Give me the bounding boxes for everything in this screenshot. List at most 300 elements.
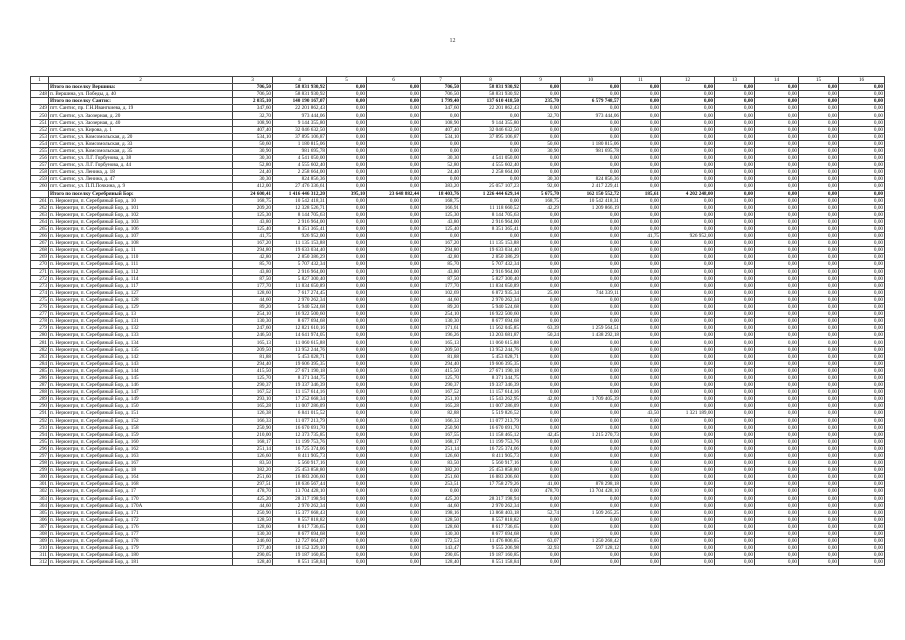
value-cell: 0,00 [367,211,421,218]
value-cell: 0,00 [715,218,755,225]
value-cell: 0,00 [327,403,367,410]
value-cell: 0,00 [715,552,755,559]
value-cell: 0,00 [799,204,839,211]
value-cell: 0,00 [561,318,621,325]
value-cell: 0,00 [367,140,421,147]
value-cell: 0,00 [561,218,621,225]
value-cell: 0,00 [621,523,661,530]
value-cell: 0,00 [755,169,799,176]
value-cell: 0,00 [661,133,715,140]
value-cell: 0,00 [521,467,561,474]
value-cell: 0,00 [715,339,755,346]
value-cell: 52,74 [521,509,561,516]
value-cell: 143,47 [421,545,461,552]
value-cell: 0,00 [661,396,715,403]
value-cell: 0,00 [715,389,755,396]
value-cell: 130,30 [233,531,273,538]
value-cell: 0,00 [755,410,799,417]
value-cell: 50,60 [233,140,273,147]
value-cell: 0,00 [839,367,885,374]
value-cell: 0,00 [367,516,421,523]
value-cell: 177,70 [233,282,273,289]
value-cell: 0,00 [621,509,661,516]
value-cell: 0,00 [327,84,367,91]
value-cell: 0,00 [367,452,421,459]
value-cell: 108,90 [233,119,273,126]
value-cell: 11 199 753,76 [273,438,327,445]
value-cell: 0,00 [367,183,421,190]
value-cell: 0,00 [521,311,561,318]
value-cell: 0,00 [621,488,661,495]
value-cell: 0,00 [839,225,885,232]
value-cell: 0,00 [621,204,661,211]
row-number-cell: 296 [31,445,49,452]
value-cell: 196,26 [421,332,461,339]
value-cell: 0,00 [621,452,661,459]
row-number-cell: 278 [31,318,49,325]
value-cell: 0,00 [755,105,799,112]
value-cell: 0,00 [839,559,885,566]
value-cell: 0,00 [799,431,839,438]
value-cell: 37 895 106,87 [461,133,521,140]
value-cell: 0,00 [755,538,799,545]
value-cell: 5 560 917,16 [273,460,327,467]
value-cell: 0,00 [367,523,421,530]
value-cell: 0,00 [327,155,367,162]
value-cell: 0,00 [799,91,839,98]
value-cell: 0,00 [521,119,561,126]
value-cell: 0,00 [561,261,621,268]
address-cell: Итого по поселку Сантис: [49,98,233,105]
value-cell: 0,00 [799,509,839,516]
value-cell: 185,61 [621,190,661,197]
value-cell: 0,00 [521,559,561,566]
value-cell: 0,00 [799,119,839,126]
value-cell: 11 007 286,09 [273,403,327,410]
value-cell: 0,00 [661,183,715,190]
value-cell: 0,00 [621,502,661,509]
value-cell: 0,00 [839,218,885,225]
value-cell: 0,00 [715,304,755,311]
value-cell: 0,00 [755,91,799,98]
value-cell: 5 453 028,71 [273,353,327,360]
value-cell: 0,00 [799,403,839,410]
value-cell: 44,60 [233,296,273,303]
value-cell: 824 856,36 [561,176,621,183]
table-row [31,516,885,523]
address-cell: п. Нерюнгри, п. Серебряный Бор, д. 152 [49,417,233,424]
value-cell: 0,00 [661,176,715,183]
value-cell: 0,00 [461,488,521,495]
row-number-cell: 305 [31,509,49,516]
value-cell: 0,00 [755,325,799,332]
address-cell: п. Нерюнгри, п. Серебряный Бор, д. 102 [49,211,233,218]
value-cell: 0,00 [327,538,367,545]
table-row [31,155,885,162]
table-row [31,460,885,467]
value-cell: 1 321 189,00 [661,410,715,417]
value-cell: 0,00 [561,296,621,303]
value-cell: 0,00 [839,112,885,119]
value-cell: 0,00 [367,91,421,98]
value-cell: 706,50 [421,91,461,98]
value-cell: 128,60 [421,523,461,530]
value-cell: 0,00 [367,467,421,474]
value-cell: 30,90 [233,147,273,154]
value-cell: 0,00 [755,374,799,381]
value-cell: 16 922 500,60 [273,311,327,318]
value-cell: 0,00 [327,502,367,509]
value-cell: 0,00 [661,389,715,396]
value-cell: 0,00 [661,254,715,261]
value-cell: 82,88 [421,410,461,417]
value-cell: 7 617 274,45 [273,289,327,296]
row-number-cell: 310 [31,545,49,552]
value-cell: 0,00 [755,204,799,211]
value-cell: 415,50 [421,367,461,374]
value-cell: 0,00 [367,289,421,296]
value-cell: 0,00 [661,509,715,516]
value-cell: 0,00 [799,417,839,424]
value-cell: 0,00 [755,261,799,268]
value-cell: 0,00 [327,296,367,303]
value-cell: 168,17 [421,438,461,445]
value-cell: 11 135 153,88 [273,240,327,247]
value-cell: 706,50 [233,91,273,98]
value-cell: 171,61 [421,325,461,332]
table-row [31,382,885,389]
value-cell: 0,00 [661,296,715,303]
value-cell: 11 060 615,88 [273,339,327,346]
row-number-cell: 251 [31,119,49,126]
value-cell: 0,00 [715,119,755,126]
table-row [31,218,885,225]
value-cell: 0,00 [799,296,839,303]
value-cell: 0,00 [421,233,461,240]
value-cell: 0,00 [661,140,715,147]
row-number-cell: 303 [31,495,49,502]
value-cell: 0,00 [561,105,621,112]
value-cell: 0,00 [715,396,755,403]
value-cell: 0,00 [367,98,421,105]
value-cell: 0,00 [661,438,715,445]
value-cell: 27 671 190,18 [273,367,327,374]
value-cell: 2 916 964,00 [461,268,521,275]
value-cell: 0,00 [367,225,421,232]
value-cell: 43,80 [233,218,273,225]
value-cell: 42,29 [521,204,561,211]
value-cell: 0,00 [755,495,799,502]
row-number-cell [31,98,49,105]
value-cell: 0,00 [799,467,839,474]
value-cell: 0,00 [327,140,367,147]
value-cell: 0,00 [799,105,839,112]
value-cell: 0,00 [715,538,755,545]
value-cell: 0,00 [327,431,367,438]
value-cell: 50,60 [521,140,561,147]
column-number-header: 13 [715,77,755,84]
value-cell: 0,00 [715,452,755,459]
value-cell: 0,00 [561,126,621,133]
value-cell: 6 579 748,57 [561,98,621,105]
table-row [31,559,885,566]
value-cell: 0,00 [755,360,799,367]
value-cell: 0,00 [755,183,799,190]
row-number-cell: 295 [31,438,49,445]
value-cell: 0,00 [561,374,621,381]
value-cell: 0,00 [327,225,367,232]
value-cell: 24,40 [421,169,461,176]
value-cell: 0,00 [799,211,839,218]
address-cell: п. Нерюнгри, п. Серебряный Бор, д. 151 [49,410,233,417]
value-cell: 42,80 [421,254,461,261]
row-number-cell: 279 [31,325,49,332]
value-cell: 0,00 [367,311,421,318]
table-row [31,545,885,552]
value-cell: 63,39 [521,325,561,332]
value-cell: 0,00 [755,552,799,559]
value-cell: 0,00 [799,559,839,566]
table-row [31,169,885,176]
value-cell: 43,80 [421,218,461,225]
value-cell: 981 695,78 [561,147,621,154]
value-cell: 0,00 [327,467,367,474]
value-cell: 0,00 [715,140,755,147]
value-cell: 0,00 [661,169,715,176]
value-cell: 0,00 [621,126,661,133]
column-number-header: 12 [661,77,715,84]
value-cell: 128,40 [233,559,273,566]
value-cell: 8 677 694,68 [461,531,521,538]
value-cell: 0,00 [755,304,799,311]
value-cell: 0,00 [461,233,521,240]
value-cell: 0,00 [839,438,885,445]
value-cell: 0,00 [661,545,715,552]
value-cell: 11 077 213,79 [461,417,521,424]
value-cell: 50,24 [521,332,561,339]
value-cell: 0,00 [367,105,421,112]
value-cell: 19 633 034,40 [273,247,327,254]
value-cell: 0,00 [839,311,885,318]
value-cell: 0,00 [661,197,715,204]
value-cell: 2 258 664,00 [273,169,327,176]
address-cell: п. Нерюнгри, п. Серебряный Бор, д. 170 [49,495,233,502]
value-cell: 0,00 [839,396,885,403]
row-number-cell: 285 [31,367,49,374]
value-cell: 0,00 [839,169,885,176]
value-cell: 0,00 [621,495,661,502]
value-cell: 0,00 [715,190,755,197]
value-cell: 25 057 107,23 [461,183,521,190]
value-cell: 0,00 [715,481,755,488]
value-cell: 0,00 [661,531,715,538]
value-cell: 0,00 [367,431,421,438]
value-cell: 11 476 806,65 [461,538,521,545]
address-cell: п. Нерюнгри, п. Серебряный Бор, д. 114 [49,275,233,282]
value-cell: 0,00 [799,233,839,240]
value-cell: 0,00 [799,240,839,247]
value-cell: 0,00 [561,268,621,275]
value-cell: 0,00 [327,304,367,311]
value-cell: 0,00 [755,346,799,353]
value-cell: 5 675,70 [521,190,561,197]
value-cell: 0,00 [561,275,621,282]
value-cell: 9 555 206,98 [461,545,521,552]
row-number-cell: 267 [31,240,49,247]
value-cell: 0,00 [715,289,755,296]
value-cell: 25 453 858,80 [273,467,327,474]
value-cell: 0,00 [521,225,561,232]
value-cell: 0,00 [839,133,885,140]
value-cell: 0,00 [799,374,839,381]
value-cell: 0,00 [839,545,885,552]
value-cell: 0,00 [755,509,799,516]
value-cell: 0,00 [421,176,461,183]
value-cell: 0,00 [799,523,839,530]
value-cell: 0,00 [327,211,367,218]
value-cell: 11 118 660,52 [461,204,521,211]
value-cell: 0,00 [715,112,755,119]
column-number-header: 1 [31,77,49,84]
value-cell: 0,00 [839,155,885,162]
value-cell: 0,00 [367,389,421,396]
value-cell: 0,00 [839,247,885,254]
value-cell: 0,00 [521,211,561,218]
value-cell: 0,00 [755,403,799,410]
table-row [31,112,885,119]
value-cell: 44,60 [233,502,273,509]
value-cell: 0,00 [621,268,661,275]
value-cell: 0,00 [521,126,561,133]
value-cell: 0,00 [755,516,799,523]
value-cell: 293,10 [233,396,273,403]
row-number-cell: 256 [31,155,49,162]
table-row [31,105,885,112]
value-cell: 209,50 [233,346,273,353]
value-cell: 11 077 213,79 [273,417,327,424]
value-cell: 0,00 [839,147,885,154]
value-cell: 0,00 [661,282,715,289]
address-cell: п. Нерюнгри, п. Серебряный Бор, д. 147 [49,389,233,396]
value-cell: 0,00 [715,211,755,218]
value-cell: 0,00 [327,318,367,325]
value-cell: 0,00 [799,147,839,154]
value-cell: 5 940 524,68 [461,304,521,311]
value-cell: 8 371 344,75 [273,374,327,381]
value-cell: 0,00 [521,374,561,381]
value-cell: 0,00 [367,240,421,247]
value-cell: 5 707 432,34 [273,261,327,268]
value-cell: 0,00 [755,190,799,197]
value-cell: 0,00 [799,396,839,403]
value-cell: 0,00 [327,91,367,98]
value-cell: 5 827 300,40 [461,275,521,282]
table-row [31,119,885,126]
value-cell: 168,75 [521,197,561,204]
row-number-cell: 254 [31,140,49,147]
value-cell: 0,00 [661,474,715,481]
value-cell: 0,00 [367,417,421,424]
address-cell: п. Нерюнгри, п. Серебряный Бор, д. 128 [49,296,233,303]
value-cell: 0,00 [621,311,661,318]
value-cell: 0,00 [839,98,885,105]
value-cell: 0,00 [799,162,839,169]
table-row [31,211,885,218]
row-number-cell: 291 [31,410,49,417]
value-cell: 0,00 [661,559,715,566]
value-cell: 0,00 [839,481,885,488]
table-row [31,389,885,396]
value-cell: 0,00 [661,460,715,467]
value-cell: 0,00 [839,552,885,559]
value-cell: 0,00 [839,84,885,91]
value-cell: 251,60 [233,474,273,481]
table-row [31,538,885,545]
value-cell: 8 551 158,84 [273,559,327,566]
value-cell: 58 831 930,92 [273,91,327,98]
value-cell: 383,20 [421,183,461,190]
value-cell: 0,00 [839,190,885,197]
table-row [31,481,885,488]
value-cell: 166,33 [421,417,461,424]
value-cell: 14 641 974,05 [273,332,327,339]
value-cell: 0,00 [521,353,561,360]
value-cell: 0,00 [715,296,755,303]
value-cell: 0,00 [367,502,421,509]
value-cell: 0,00 [367,119,421,126]
value-cell: 0,00 [755,289,799,296]
row-number-cell: 299 [31,467,49,474]
value-cell: 0,00 [561,91,621,98]
value-cell: 177,70 [421,282,461,289]
value-cell: 250,90 [421,424,461,431]
table-row [31,275,885,282]
value-cell: 0,00 [715,445,755,452]
value-cell: 43,50 [621,410,661,417]
column-number-header: 7 [421,77,461,84]
value-cell: 25,00 [521,289,561,296]
value-cell: 0,00 [799,275,839,282]
value-cell: 0,00 [839,353,885,360]
value-cell: 0,00 [367,318,421,325]
value-cell: 0,00 [661,488,715,495]
value-cell: 0,00 [521,552,561,559]
table-row [31,353,885,360]
value-cell: 0,00 [621,325,661,332]
value-cell: 5 827 300,40 [273,275,327,282]
row-number-cell: 302 [31,488,49,495]
value-cell: 0,00 [661,119,715,126]
value-cell: 0,00 [621,467,661,474]
address-cell: п. Нерюнгри, п. Серебряный Бор, д. 10 [49,197,233,204]
value-cell: 0,00 [839,382,885,389]
column-number-header: 11 [621,77,661,84]
value-cell: 167,20 [421,240,461,247]
value-cell: 0,00 [839,502,885,509]
value-cell: 0,00 [327,374,367,381]
value-cell: 0,00 [755,225,799,232]
value-cell: 0,00 [367,545,421,552]
value-cell: 0,00 [799,169,839,176]
value-cell: 251,14 [421,445,461,452]
value-cell: 0,00 [839,254,885,261]
value-cell: 0,00 [661,311,715,318]
table-row [31,133,885,140]
table-row [31,367,885,374]
value-cell: 253,51 [421,481,461,488]
value-cell: 0,00 [367,169,421,176]
address-cell: пгт. Сантис, ул. Кирова, д. 1 [49,126,233,133]
